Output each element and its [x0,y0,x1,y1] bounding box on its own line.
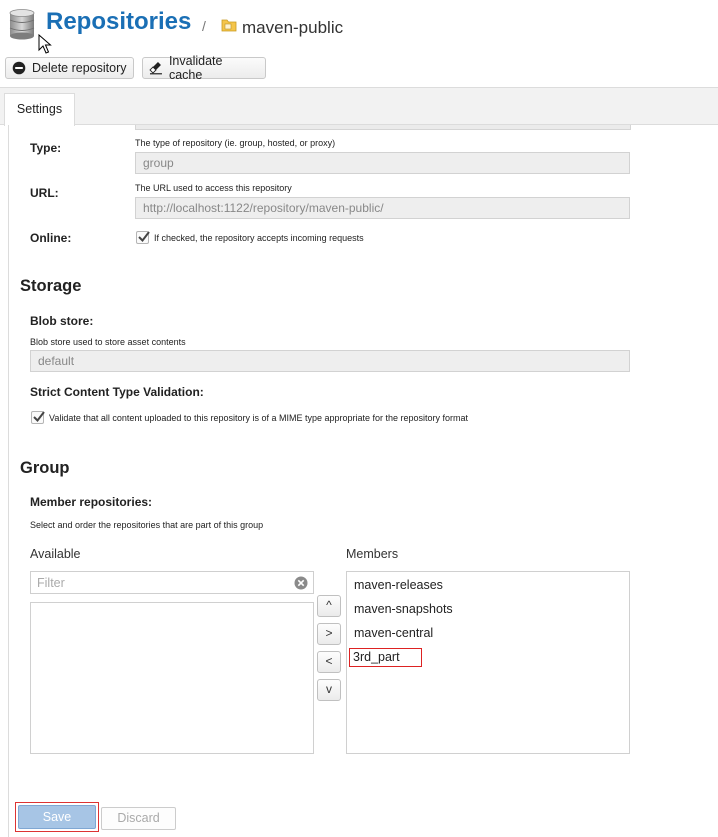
member-item[interactable]: maven-releases [354,578,443,592]
blob-store-field: default [30,350,630,372]
member-item[interactable]: maven-central [354,626,434,640]
page-title: Repositories [46,8,192,35]
minus-circle-icon [12,61,26,75]
eraser-icon [149,61,163,75]
folder-icon [221,18,237,32]
online-checkbox[interactable] [136,231,149,244]
online-help: If checked, the repository accepts incoming requests [154,233,364,243]
type-help: The type of repository (ie. group, hosted, or proxy) [135,138,336,148]
available-list[interactable] [30,602,314,754]
database-icon [8,8,36,40]
strict-validation-help: Validate that all content uploaded to this repository is of a MIME type appropriate for the repository format [49,413,469,423]
url-help: The URL used to access this repository [135,183,292,193]
tab-bar [0,87,718,125]
storage-heading: Storage [20,277,82,295]
tab-settings[interactable]: Settings [4,93,75,126]
move-bottom-button[interactable]: v [317,679,341,701]
url-label: URL: [30,186,59,200]
available-label: Available [30,547,81,561]
save-button[interactable]: Save [18,805,96,829]
save-button-highlight [15,802,99,832]
breadcrumb-separator: / [202,18,206,34]
invalidate-cache-label: Invalidate cache [168,54,223,82]
invalidate-cache-button[interactable] [142,54,266,82]
breadcrumb-repo-name[interactable]: maven-public [242,18,344,37]
delete-repository-label: Delete repository [32,61,127,75]
filter-input[interactable] [30,571,314,594]
toolbar [0,55,718,87]
move-top-button[interactable]: ^ [317,595,341,617]
url-field: http://localhost:1122/repository/maven-public/ [135,197,630,219]
members-list [346,571,630,754]
strict-validation-label: Strict Content Type Validation: [30,385,204,399]
delete-repository-button[interactable] [5,57,134,79]
blob-store-label: Blob store: [30,314,94,328]
remove-member-button[interactable]: < [317,651,341,673]
member-item-highlighted[interactable]: 3rd_part [349,648,422,667]
group-heading: Group [20,459,70,477]
member-repositories-label: Member repositories: [30,495,153,509]
strict-validation-checkbox[interactable] [31,411,44,424]
clear-filter-icon[interactable] [294,576,308,590]
discard-button[interactable]: Discard [101,807,176,830]
mouse-cursor-icon [38,34,52,54]
members-label: Members [346,547,399,561]
member-item[interactable]: maven-snapshots [354,602,453,616]
add-member-button[interactable]: > [317,623,341,645]
blob-store-help: Blob store used to store asset contents [30,337,186,347]
page-header [0,0,718,55]
online-label: Online: [30,231,72,245]
name-field-partial [135,125,631,130]
checkmark-icon [137,230,151,244]
type-label: Type: [30,141,62,155]
checkmark-icon [32,410,46,424]
settings-panel [8,125,718,837]
type-field: group [135,152,630,174]
member-repositories-help: Select and order the repositories that are part of this group [30,520,264,530]
